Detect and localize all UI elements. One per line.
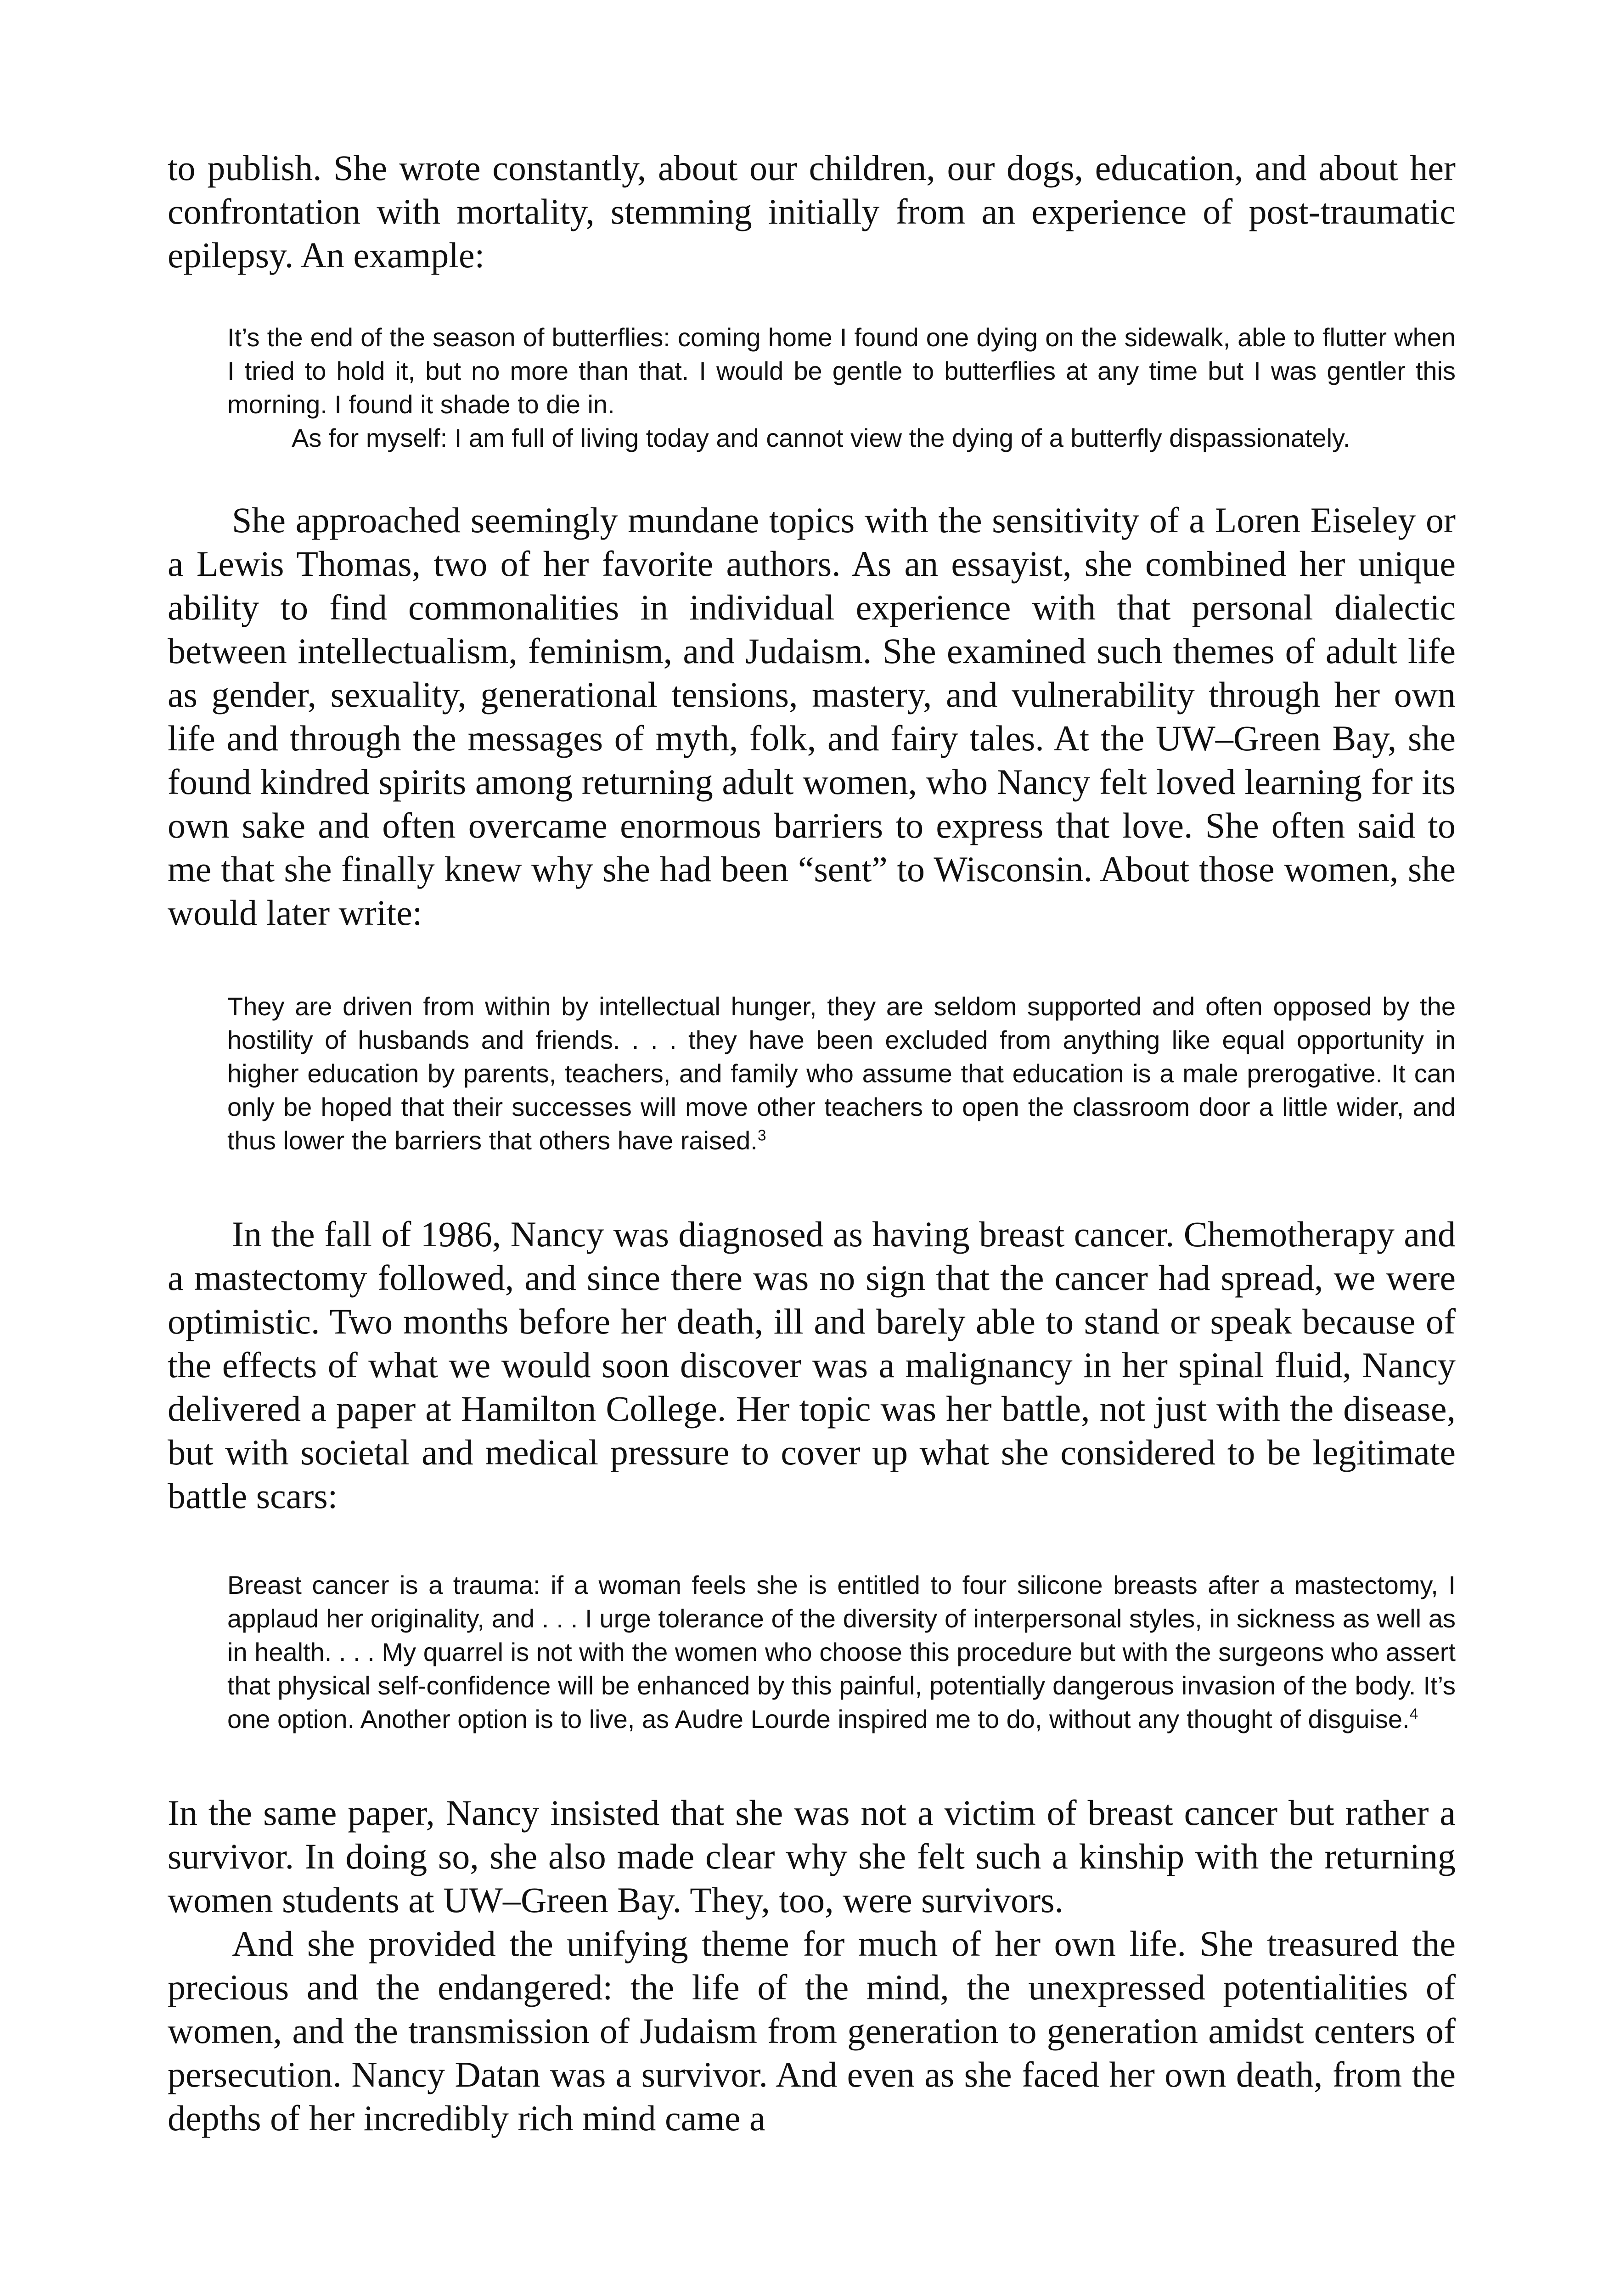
footnote-marker-3: 3 — [757, 1127, 766, 1144]
paragraph-5: And she provided the unifying theme for much of her own life. She treasured the precious and the endangered: the life of the mind, the unexpressed potentialities of women, and the transmission of Judaism from generation to generation amidst centers of persecution. Nancy Datan was a survivor. And even as she faced her own death, from the depths of her incredibly rich mind came a — [168, 1924, 1456, 2138]
footnote-marker-4: 4 — [1409, 1705, 1418, 1723]
block-quote-butterflies-line-1: It’s the end of the season of butterflies: coming home I found one dying on the sidewalk, able to flutter when I tried to hold it, but no more than that. I would be gentle to butterflies at any time but I was gentler this morning. I found it shade to die in. — [227, 323, 1456, 419]
block-quote-butterflies-line-2: As for myself: I am full of living today and cannot view the dying of a butterfly dispassionately. — [292, 423, 1350, 452]
page-body — [168, 146, 1456, 2140]
block-quote-breast-cancer — [168, 1568, 1456, 1736]
paragraph-4: In the same paper, Nancy insisted that she was not a victim of breast cancer but rather a survivor. In doing so, she also made clear why she felt such a kinship with the returning women students at UW–Green Bay. They, too, were survivors. — [168, 1793, 1456, 1920]
block-quote-returning-women-text: They are driven from within by intellectual hunger, they are seldom supported and often opposed by the hostility of husbands and friends. . . . they have been excluded from anything like equal opportunity in higher education by parents, teachers, and family who assume that education is a male prerogative. It can only be hoped that their successes will move other teachers to open the classroom door a little wider, and thus lower the barriers that others have raised. — [227, 992, 1456, 1155]
paragraph-1: to publish. She wrote constantly, about our children, our dogs, education, and about her confrontation with mortality, stemming initially from an experience of post-traumatic epilepsy. An example: — [168, 148, 1456, 275]
block-quote-breast-cancer-text: Breast cancer is a trauma: if a woman feels she is entitled to four silicone breasts after a mastectomy, I applaud her originality, and . . . I urge tolerance of the diversity of interpersonal styles, in sickness as well as in health. . . . My quarrel is not with the women who choose this procedure but with the surgeons who assert that physical self-confidence will be enhanced by this painful, potentially dangerous invasion of the body. It’s one option. Another option is to live, as Audre Lourde inspired me to do, without any thought of disguise. — [227, 1570, 1456, 1733]
paragraph-2: She approached seemingly mundane topics with the sensitivity of a Loren Eiseley or a Lewis Thomas, two of her favorite authors. As an essayist, she combined her unique ability to find commonalities in individual experience with that personal dialectic between intellectualism, feminism, and Judaism. She examined such themes of adult life as gender, sexuality, generational tensions, mastery, and vulnerability through her own life and through the messages of myth, folk, and fairy tales. At the UW–Green Bay, she found kindred spirits among returning adult women, who Nancy felt loved learning for its own sake and often overcame enormous barriers to express that love. She often said to me that she finally knew why she had been “sent” to Wisconsin. About those women, she would later write: — [168, 500, 1456, 933]
block-quote-returning-women — [168, 990, 1456, 1157]
paragraph-3: In the fall of 1986, Nancy was diagnosed as having breast cancer. Chemotherapy and a mastectomy followed, and since there was no sign that the cancer had spread, we were optimistic. Two months before her death, ill and barely able to stand or speak because of the effects of what we would soon discover was a malignancy in her spinal fluid, Nancy delivered a paper at Hamilton College. Her topic was her battle, not just with the disease, but with societal and medical pressure to cover up what she considered to be legitimate battle scars: — [168, 1214, 1456, 1516]
block-quote-butterflies — [168, 321, 1456, 455]
